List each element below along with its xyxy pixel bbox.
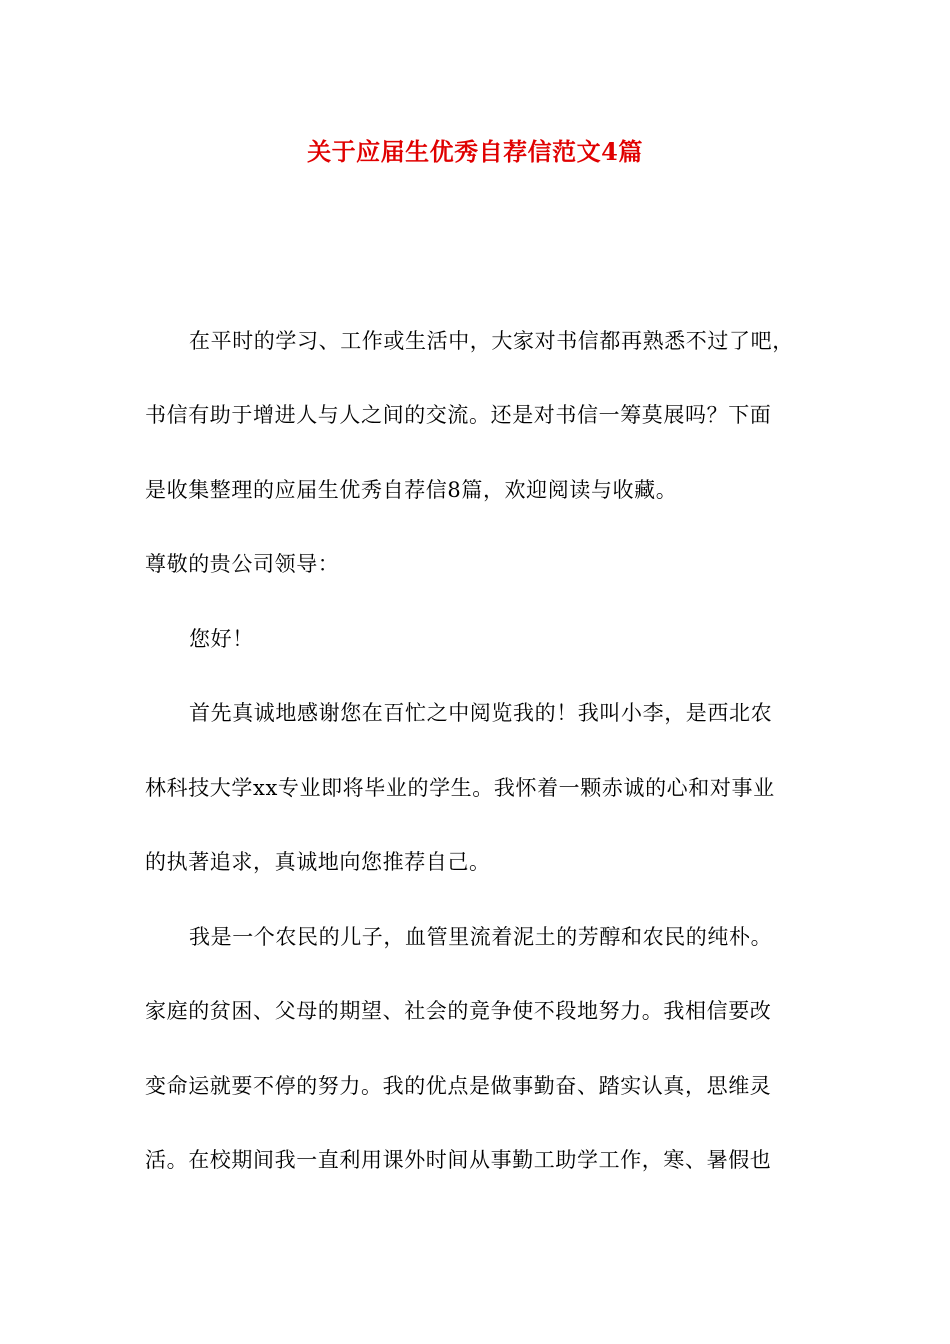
paragraph-line: 首先真诚地感谢您在百忙之中阅览我的！我叫小李，是西北农 <box>189 701 773 725</box>
salutation-line: 尊敬的贵公司领导： <box>145 552 340 576</box>
greeting-line: 您好！ <box>189 627 254 651</box>
paragraph-line: 活。在校期间我一直利用课外时间从事勤工助学工作，寒、暑假也 <box>145 1148 772 1172</box>
paragraph-line: 我是一个农民的儿子，血管里流着泥土的芳醇和农民的纯朴。 <box>189 925 773 949</box>
paragraph-line: 是收集整理的应届生优秀自荐信8篇，欢迎阅读与收藏。 <box>145 478 678 502</box>
paragraph-line: 变命运就要不停的努力。我的优点是做事勤奋、踏实认真，思维灵 <box>145 1074 772 1098</box>
paragraph-line: 家庭的贫困、父母的期望、社会的竟争使不段地努力。我相信要改 <box>145 999 772 1023</box>
document-title: 关于应届生优秀自荐信范文4篇 <box>307 137 643 166</box>
paragraph-line: 书信有助于增进人与人之间的交流。还是对书信一筹莫展吗？下面 <box>145 403 772 427</box>
paragraph-line: 林科技大学xx专业即将毕业的学生。我怀着一颗赤诚的心和对事业 <box>145 776 775 800</box>
paragraph-line: 的执著追求，真诚地向您推荐自己。 <box>145 850 491 874</box>
paragraph-line: 在平时的学习、工作或生活中，大家对书信都再熟悉不过了吧， <box>189 329 794 353</box>
